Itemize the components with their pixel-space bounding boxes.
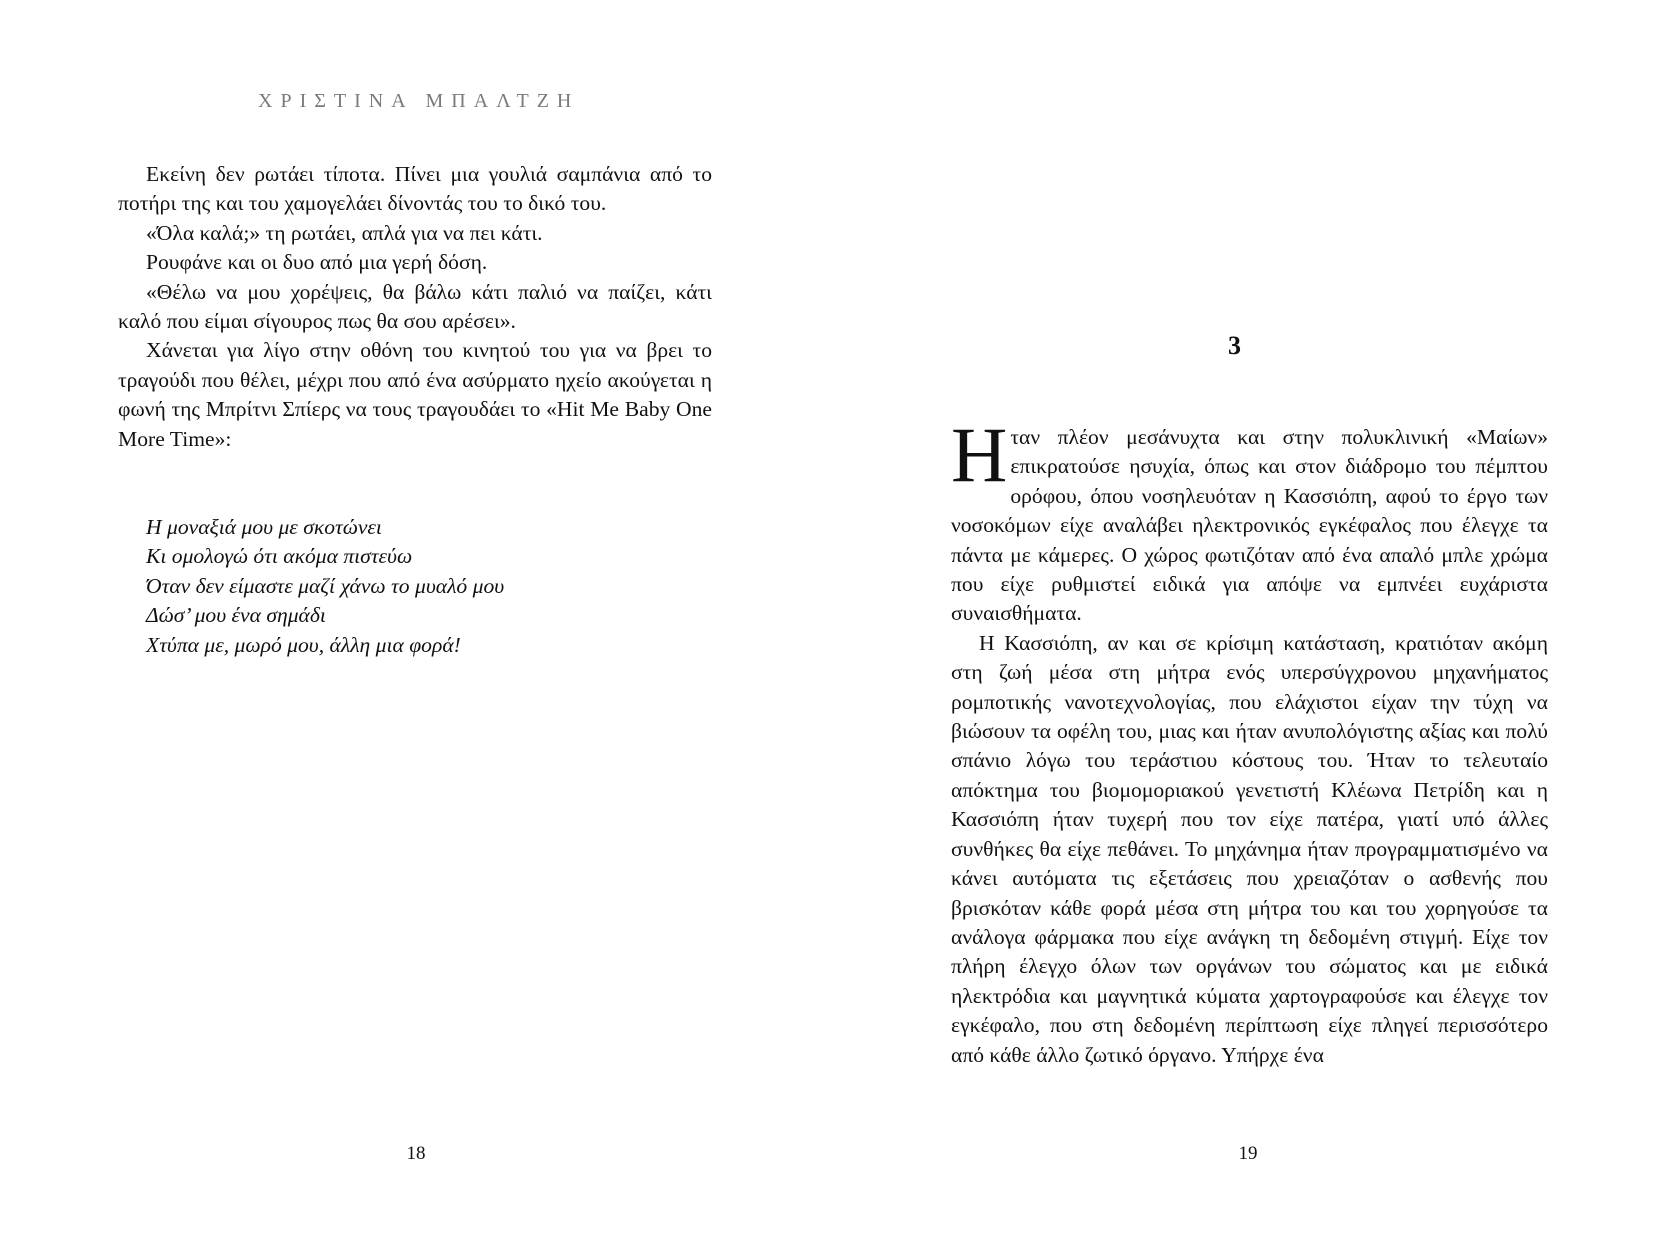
lyric-line: Όταν δεν είμαστε μαζί χάνω το μυαλό μου: [146, 573, 505, 598]
chapter-opening-paragraph: [951, 411, 1548, 629]
lyric-line: Η μοναξιά μου με σκοτώνει: [146, 515, 382, 539]
paragraph: Εκείνη δεν ρωτάει τίποτα. Πίνει μια γουλιά σαμπάνια από το ποτήρι της και του χαμογελάει δίνοντάς του το δικό του.: [118, 162, 712, 216]
drop-cap: Η: [951, 411, 1008, 498]
chapter-heading: [827, 331, 1654, 361]
page-number-left: 18: [406, 1143, 426, 1164]
lyric-line: Κι ομολογώ ότι ακόμα πιστεύω: [146, 544, 413, 569]
right-page: [827, 0, 1654, 1240]
page-number-right: 19: [1238, 1143, 1258, 1164]
lyric-line: Χτύπα με, μωρό μου, άλλη μια φορά!: [146, 632, 461, 657]
right-page-body: [951, 411, 1548, 1070]
left-page-body: [118, 160, 712, 454]
paragraph: Η Κασσιόπη, αν και σε κρίσιμη κατάσταση, κρατιόταν ακόμη στη ζωή μέσα στη μήτρα ενός υπερσύγχρονου μηχανήματος ρομποτικής νανοτεχνολογίας, που ελάχιστοι είχαν την τύχη να βιώσουν τα οφέλη του, μιας και ήταν ανυπολόγιστης αξίας και πολύ σπάνιο λόγω του τεράστιου κόστους του. Ήταν το τελευταίο απόκτημα του βιομομοριακού γενετιστή Κλέωνα Πετρίδη και η Κασσιόπη ήταν τυχερή που τον είχε πατέρα, γιατί υπό άλλες συνθήκες θα είχε πεθάνει. Το μηχάνημα ήταν προγραμματισμένο να κάνει αυτόματα τις εξετάσεις που χρειαζόταν ο ασθενής που βρισκόταν κάθε φορά μέσα στη μήτρα του και του χορηγούσε τα ανάλογα φάρμακα που είχε ανάγκη τη δεδομένη στιγμή. Είχε τον πλήρη έλεγχο όλων των οργάνων του σώματος και με ειδικά ηλεκτρόδια και μαγνητικά κύματα χαρτογραφούσε και έλεγχε τον εγκέφαλο, που στη δεδομένη περίπτωση είχε πληγεί περισσότερο από κάθε άλλο ζωτικό όργανο. Υπήρχε ένα: [951, 630, 1548, 1067]
paragraph: Ρουφάνε και οι δυο από μια γερή δόση.: [146, 250, 488, 275]
song-lyrics: [146, 513, 504, 660]
lyric-line: Δώσ’ μου ένα σημάδι: [146, 603, 326, 628]
paragraph: «Θέλω να μου χορέψεις, θα βάλω κάτι παλιό να παίζει, κάτι καλό που είμαι σίγουρος πως θα σου αρέσει».: [118, 279, 712, 334]
paragraph: Χάνεται για λίγο στην οθόνη του κινητού του για να βρει το τραγούδι που θέλει, μέχρι που από ένα ασύρματο ηχείο ακούγεται η φωνή της Μπρίτνι Σπίερς να τους τραγουδάει το «Hit Me Baby One More Time»:: [118, 338, 712, 451]
paragraph-text: ταν πλέον μεσάνυχτα και στην πολυκλινική «Μαίων» επικρατούσε ησυχία, όπως και στον διάδρομο του πέμπτου ορόφου, όπου νοσηλευόταν η Κασσιόπη, αφού το έργο των νοσοκόμων είχε αναλάβει ηλεκτρονικός εγκέφαλος που έλεγχε τα πάντα με κάμερες. Ο χώρος φωτιζόταν από ένα απαλό μπλε χρώμα που είχε ρυθμιστεί ειδικά για απόψε να εμπνέει ευχάριστα συναισθήματα.: [951, 425, 1548, 626]
running-header-author: ΧΡΙΣΤΙΝΑ ΜΠΑΛΤΖΗ: [258, 90, 580, 112]
paragraph: «Όλα καλά;» τη ρωτάει, απλά για να πει κάτι.: [146, 220, 543, 245]
chapter-number: 3: [1228, 331, 1241, 360]
